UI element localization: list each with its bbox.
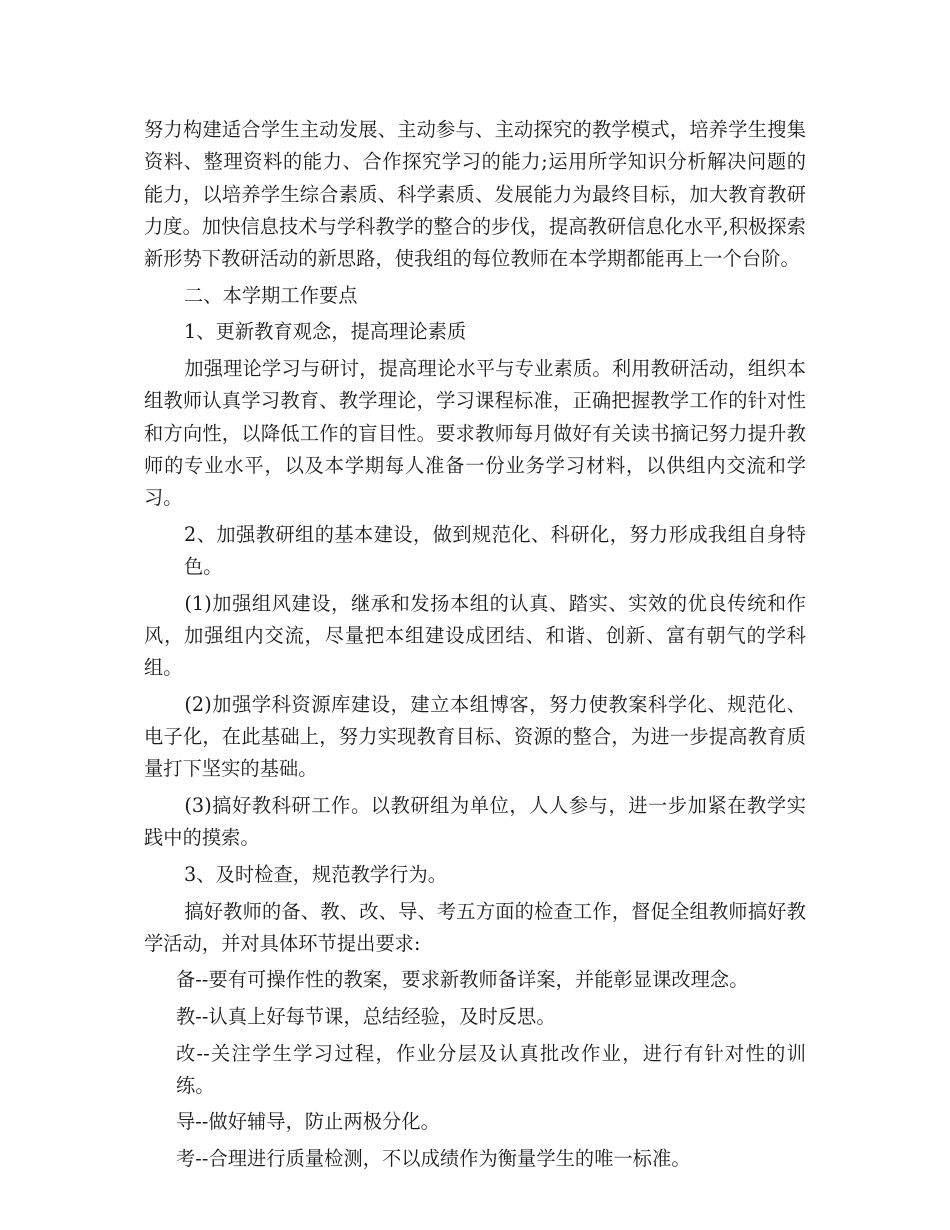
body-paragraph-intro: 努力构建适合学生主动发展、主动参与、主动探究的教学模式，培养学生搜集资料、整理资料的能力、合作探究学习的能力;运用所学知识分析解决问题的能力，以培养学生综合素质、科学素质、发展能力为最终目标，加大教育教研力度。加快信息技术与学科教学的整合的步伐，提高教研信息化水平,积极探索新形势下教研活动的新思路，使我组的每位教师在本学期都能再上一个台阶。 <box>144 118 806 271</box>
sub-item-3: (3)搞好教科研工作。以教研组为单位，人人参与，进一步加紧在教学实践中的摸索。 <box>144 794 806 850</box>
body-paragraph-inspection: 搞好教师的备、教、改、导、考五方面的检查工作，督促全组教师搞好教学活动，并对具体环节提出要求: <box>144 899 806 955</box>
sub-item-2: (2)加强学科资源库建设，建立本组博客，努力使教案科学化、规范化、电子化，在此基础上，努力实现教育目标、资源的整合，为进一步提高教育质量打下坚实的基础。 <box>144 692 806 781</box>
item-heading-2: 2、加强教研组的基本建设，做到规范化、科研化，努力形成我组自身特色。 <box>184 522 806 579</box>
body-paragraph-theory: 加强理论学习与研讨，提高理论水平与专业素质。利用教研活动，组织本组教师认真学习教育、教学理论，学习课程标准，正确把握教学工作的针对性和方向性，以降低工作的盲目性。要求教师每月做好有关读书摘记努力提升教师的专业水平，以及本学期每人准备一份业务学习材料，以供组内交流和学习。 <box>144 356 806 510</box>
sub-item-1: (1)加强组风建设，继承和发扬本组的认真、踏实、实效的优良传统和作风，加强组内交流，尽量把本组建设成团结、和谐、创新、富有朝气的学科组。 <box>144 591 806 680</box>
requirement-prepare: 备--要有可操作性的教案，要求新教师备详案，并能彰显课改理念。 <box>176 968 749 992</box>
section-heading-work-points: 二、本学期工作要点 <box>184 283 358 307</box>
requirement-teach: 教--认真上好每节课，总结经验，及时反思。 <box>176 1004 556 1028</box>
requirement-guide: 导--做好辅导，防止两极分化。 <box>176 1110 440 1134</box>
requirement-exam: 考--合理进行质量检测，不以成绩作为衡量学生的唯一标准。 <box>176 1147 691 1171</box>
item-heading-1: 1、更新教育观念，提高理论素质 <box>184 320 467 344</box>
requirement-correct: 改--关注学生学习过程，作业分层及认真批改作业，进行有针对性的训练。 <box>176 1041 806 1097</box>
document-page <box>144 114 806 1180</box>
item-heading-3: 3、及时检查，规范教学行为。 <box>184 862 448 886</box>
